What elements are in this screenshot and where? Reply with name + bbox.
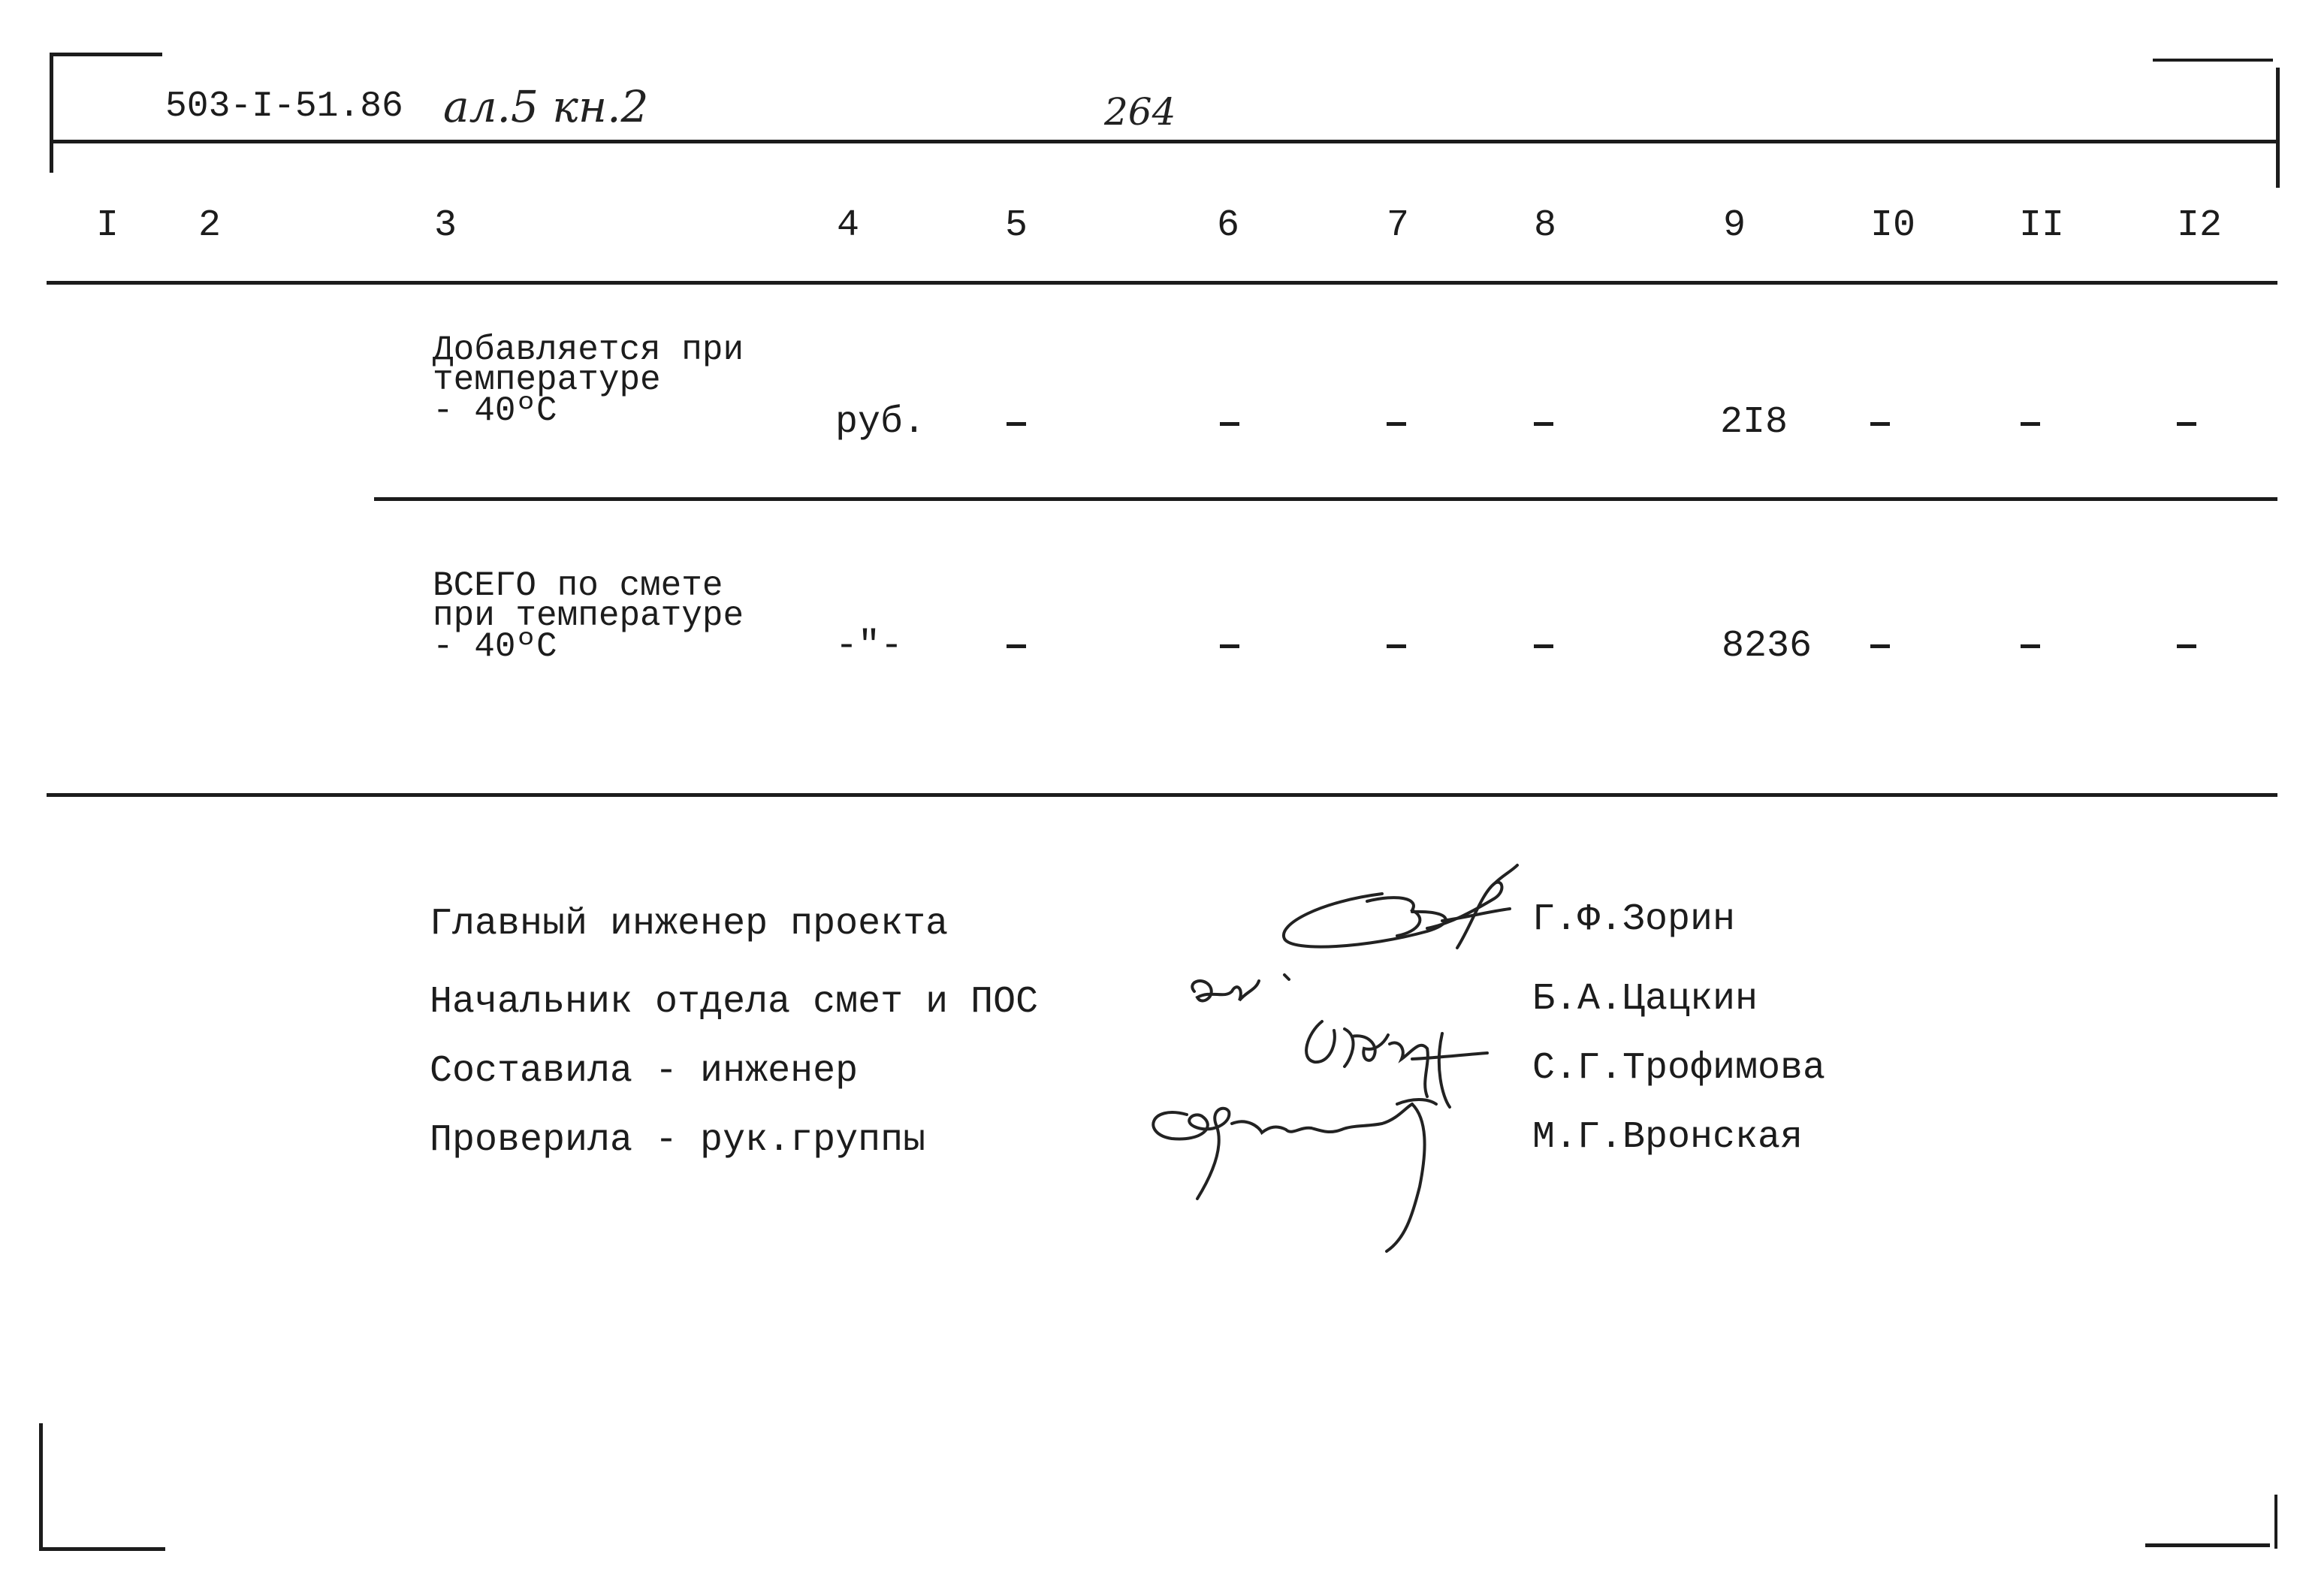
signer-role: Составила - инженер <box>430 1050 859 1093</box>
row-total-value: 8236 <box>1722 625 1813 668</box>
row-unit: руб. <box>835 401 926 444</box>
document-code: 503-I-51.86 <box>165 86 403 127</box>
column-number: 4 <box>837 204 860 247</box>
description-line: температуре <box>433 361 661 400</box>
column-number: II <box>2019 204 2065 247</box>
column-number: 5 <box>1005 204 1028 247</box>
signer-role: Начальник отдела смет и ПОС <box>430 981 1039 1024</box>
signature-trofimova <box>1306 1021 1487 1107</box>
description-line: ВСЕГО по смете <box>433 566 723 605</box>
column-number: I2 <box>2177 204 2223 247</box>
signer-role: Проверила - рук.группы <box>430 1119 926 1162</box>
description-line: - 40ºС <box>433 391 557 430</box>
signer-name: М.Г.Вронская <box>1532 1116 1803 1159</box>
description-line: при температуре <box>433 596 744 636</box>
description-line: - 40ºС <box>433 626 557 666</box>
signer-name: Г.Ф.Зорин <box>1532 898 1736 941</box>
signer-name: Б.А.Цацкин <box>1532 978 1758 1021</box>
column-number: 8 <box>1534 204 1557 247</box>
album-note: ал.5 кн.2 <box>443 81 649 132</box>
signer-name: С.Г.Трофимова <box>1532 1047 1826 1090</box>
column-number: 3 <box>434 204 457 247</box>
column-number: 6 <box>1217 204 1240 247</box>
row-unit: -"- <box>835 625 904 668</box>
column-number: 7 <box>1387 204 1410 247</box>
page-number: 264 <box>1104 90 1176 134</box>
signature-zorin <box>1284 865 1517 948</box>
signature-vronskaya <box>1153 1100 1436 1251</box>
row-total-value: 2I8 <box>1720 401 1788 444</box>
signature-tsatskin <box>1192 975 1289 1001</box>
column-number: 2 <box>198 204 222 247</box>
description-line: Добавляется при <box>433 330 744 370</box>
column-number: 9 <box>1723 204 1746 247</box>
column-number: I0 <box>1870 204 1916 247</box>
signer-role: Главный инженер проекта <box>430 903 949 946</box>
column-number: I <box>96 204 119 247</box>
